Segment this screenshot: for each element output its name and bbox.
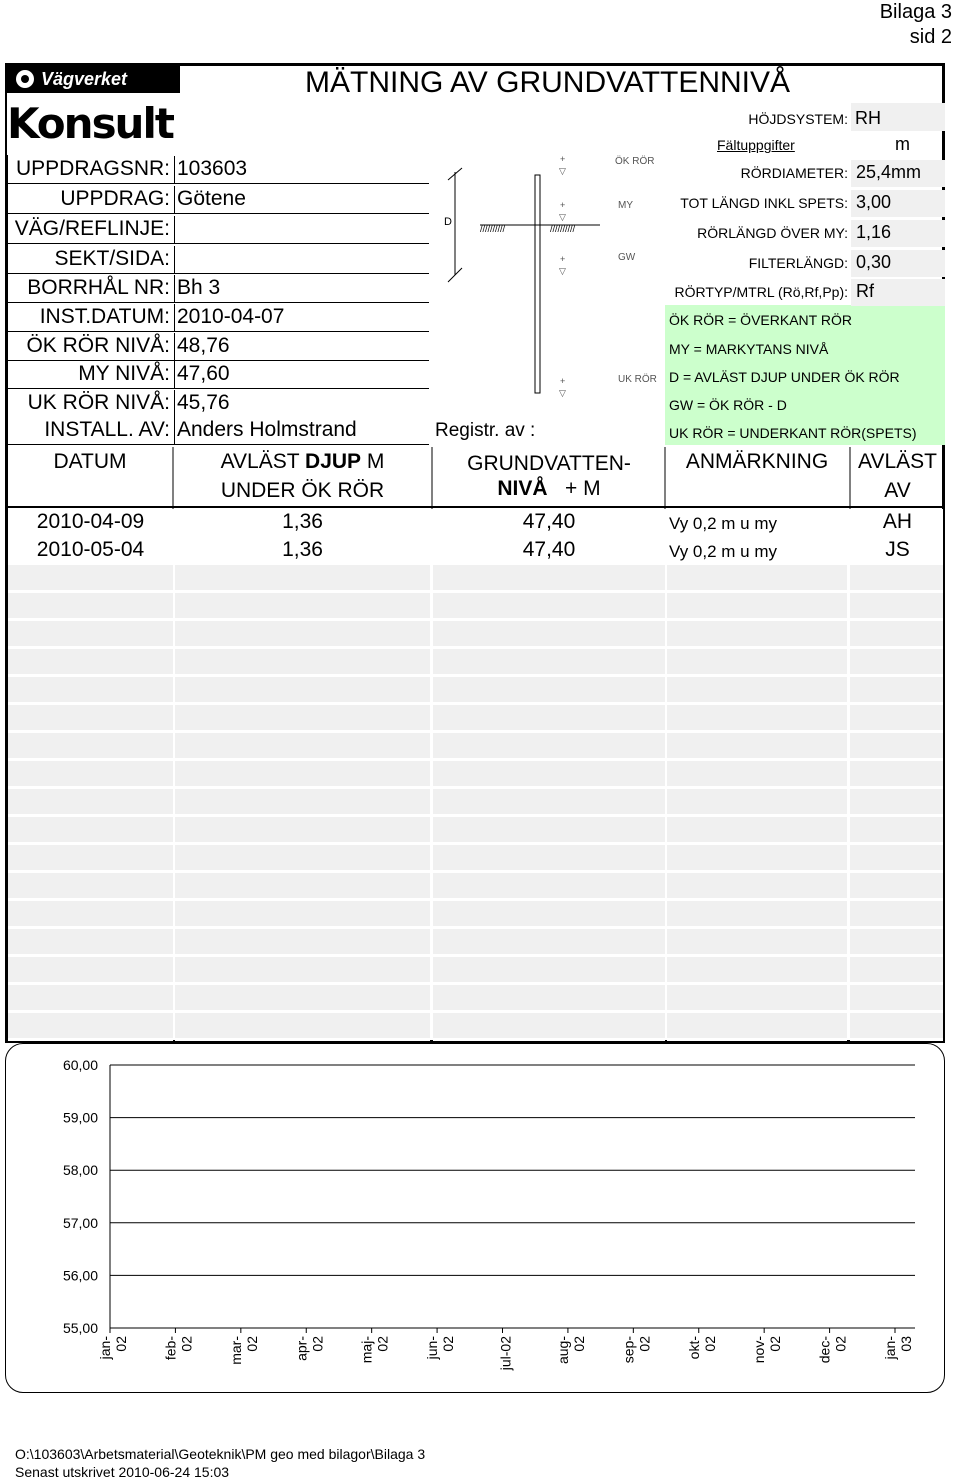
table-cell xyxy=(850,1013,943,1041)
table-cell xyxy=(175,957,430,985)
table-cell xyxy=(667,677,847,705)
info-value: 47,60 xyxy=(177,362,230,385)
hojdsystem-value: RH xyxy=(855,108,881,128)
table-cell xyxy=(433,1013,665,1041)
x-tick-label: jan-03 xyxy=(882,1336,914,1360)
cell-avlast-av: JS xyxy=(885,538,910,561)
table-cell xyxy=(667,705,847,733)
legend-line: GW = ÖK RÖR - D xyxy=(669,397,787,413)
table-cell xyxy=(667,761,847,789)
table-cell xyxy=(850,621,943,649)
col-header-av-1: AVLÄST xyxy=(858,450,937,473)
table-cell xyxy=(433,593,665,621)
info-label: UK RÖR NIVÅ: xyxy=(27,391,170,414)
water-level-chart xyxy=(0,1043,960,1393)
table-cell xyxy=(8,789,173,817)
table-cell xyxy=(8,761,173,789)
table-cell xyxy=(850,705,943,733)
table-cell xyxy=(175,621,430,649)
table-cell xyxy=(175,705,430,733)
cell-datum: 2010-04-09 xyxy=(36,510,145,533)
diagram-my: MY xyxy=(618,200,633,211)
table-cell xyxy=(175,929,430,957)
svg-text:▽: ▽ xyxy=(559,166,566,176)
col-header-djup-2: UNDER ÖK RÖR xyxy=(220,479,385,502)
table-cell xyxy=(667,565,847,593)
info-value: 48,76 xyxy=(177,334,230,357)
table-cell xyxy=(667,1013,847,1041)
svg-text:+: + xyxy=(560,376,566,386)
table-cell xyxy=(8,705,173,733)
info-value-box xyxy=(174,216,429,244)
table-cell xyxy=(175,817,430,845)
right-field-label: TOT LÄNGD INKL SPETS: xyxy=(680,195,848,211)
legend-line: UK RÖR = UNDERKANT RÖR(SPETS) xyxy=(669,425,917,441)
table-cell xyxy=(667,985,847,1013)
table-cell xyxy=(433,901,665,929)
svg-text:▽: ▽ xyxy=(559,212,566,222)
table-cell xyxy=(8,845,173,873)
table-cell xyxy=(433,985,665,1013)
x-tick-label: maj-02 xyxy=(358,1336,391,1364)
table-cell xyxy=(667,593,847,621)
info-label: UPPDRAGSNR: xyxy=(15,157,170,180)
hojdsystem-label: HÖJDSYSTEM: xyxy=(748,111,848,127)
table-cell xyxy=(433,565,665,593)
x-tick-label: aug-02 xyxy=(554,1336,587,1365)
x-tick-label: mar-02 xyxy=(227,1336,260,1365)
x-tick-label: nov-02 xyxy=(751,1336,784,1364)
header-dividers xyxy=(8,447,944,509)
table-cell xyxy=(8,565,173,593)
y-tick-label: 57,00 xyxy=(62,1214,98,1231)
right-field-label: RÖRDIAMETER: xyxy=(740,165,848,181)
cell-djup: 1,36 xyxy=(282,510,323,533)
table-cell xyxy=(8,1013,173,1041)
y-tick-label: 60,00 xyxy=(62,1057,98,1073)
table-cell xyxy=(8,733,173,761)
table-cell xyxy=(433,677,665,705)
x-tick-label: jun-02 xyxy=(424,1336,457,1360)
table-cell xyxy=(8,873,173,901)
table-cell xyxy=(433,957,665,985)
legend-line: D = AVLÄST DJUP UNDER ÖK RÖR xyxy=(669,369,900,385)
legend-line: ÖK RÖR = ÖVERKANT RÖR xyxy=(669,312,852,328)
table-cell xyxy=(175,1013,430,1041)
page-reference xyxy=(880,0,952,50)
info-label: MY NIVÅ: xyxy=(78,362,170,385)
info-label: BORRHÅL NR: xyxy=(27,276,170,299)
right-field-label: RÖRLÄNGD ÖVER MY: xyxy=(697,225,848,241)
table-cell xyxy=(667,929,847,957)
unit-label: m xyxy=(895,134,910,154)
info-value: 103603 xyxy=(177,157,248,180)
table-cell xyxy=(850,929,943,957)
table-cell xyxy=(850,733,943,761)
info-value-box xyxy=(174,246,429,274)
x-tick-label: jul-02 xyxy=(497,1336,514,1371)
info-value: Bh 3 xyxy=(177,276,221,299)
table-cell xyxy=(175,649,430,677)
table-cell xyxy=(433,705,665,733)
col-header-datum: DATUM xyxy=(53,450,127,473)
right-field-value: 3,00 xyxy=(856,192,892,212)
right-field-label: RÖRTYP/MTRL (Rö,Rf,Pp): xyxy=(674,284,848,300)
cell-djup: 1,36 xyxy=(282,538,323,561)
info-label: VÄG/REFLINJE: xyxy=(14,217,170,240)
table-cell xyxy=(433,789,665,817)
col-header-anm: ANMÄRKNING xyxy=(685,450,829,473)
table-cell xyxy=(850,761,943,789)
table-cell xyxy=(850,985,943,1013)
table-cell xyxy=(433,761,665,789)
svg-text://////////: ////////// xyxy=(550,224,576,234)
cell-anmarkning: Vy 0,2 m u my xyxy=(669,542,778,561)
faltuppgifter-label: Fältuppgifter xyxy=(717,137,795,153)
cell-anmarkning: Vy 0,2 m u my xyxy=(669,514,778,533)
table-cell xyxy=(8,985,173,1013)
table-cell xyxy=(8,957,173,985)
x-tick-label: apr-02 xyxy=(293,1336,326,1361)
info-label: INSTALL. AV: xyxy=(44,418,170,441)
cell-niva: 47,40 xyxy=(522,510,576,533)
table-cell xyxy=(175,985,430,1013)
table-cell xyxy=(8,677,173,705)
table-cell xyxy=(433,621,665,649)
x-tick-label: dec-02 xyxy=(816,1336,849,1364)
svg-text:▽: ▽ xyxy=(559,388,566,398)
right-field-value: 0,30 xyxy=(856,252,892,272)
right-field-value: 25,4mm xyxy=(856,162,922,182)
table-cell xyxy=(433,929,665,957)
table-cell xyxy=(667,649,847,677)
right-field-value: 1,16 xyxy=(856,222,892,242)
table-cell xyxy=(175,901,430,929)
info-label: UPPDRAG: xyxy=(60,187,170,210)
table-cell xyxy=(175,733,430,761)
pipe-diagram xyxy=(440,150,665,400)
table-cell xyxy=(175,873,430,901)
table-cell xyxy=(8,817,173,845)
x-tick-label: jan-02 xyxy=(97,1336,129,1360)
bilaga-label: Bilaga 3 xyxy=(879,1,952,23)
col-header-av-2: AV xyxy=(884,479,911,502)
table-cell xyxy=(8,901,173,929)
table-cell xyxy=(175,593,430,621)
right-field-label: FILTERLÄNGD: xyxy=(748,255,848,271)
table-cell xyxy=(667,621,847,649)
table-cell xyxy=(175,565,430,593)
table-cell xyxy=(850,873,943,901)
x-tick-label: okt-02 xyxy=(685,1336,718,1360)
table-cell xyxy=(850,649,943,677)
sid-label: sid 2 xyxy=(909,26,952,48)
diagram-ok-ror: ÖK RÖR xyxy=(615,156,655,167)
diagram-uk-ror: UK RÖR xyxy=(618,374,657,385)
info-label: SEKT/SIDA: xyxy=(54,247,170,270)
table-cell xyxy=(433,649,665,677)
col-header-gv-2: NIVÅ + M xyxy=(497,477,601,500)
info-value: Anders Holmstrand xyxy=(177,418,357,441)
y-tick-label: 56,00 xyxy=(62,1267,98,1284)
right-field-value: Rf xyxy=(856,281,874,301)
table-cell xyxy=(667,817,847,845)
table-cell xyxy=(850,957,943,985)
table-cell xyxy=(175,677,430,705)
table-cell xyxy=(175,845,430,873)
x-tick-label: sep-02 xyxy=(620,1336,653,1364)
table-cell xyxy=(850,901,943,929)
footer-printed: Senast utskrivet 2010-06-24 15:03 xyxy=(15,1464,230,1480)
x-tick-label: feb-02 xyxy=(162,1336,195,1361)
info-label: ÖK RÖR NIVÅ: xyxy=(26,334,170,357)
vagverket-konsult-logo xyxy=(7,65,180,155)
table-cell xyxy=(667,873,847,901)
table-cell xyxy=(850,845,943,873)
table-cell xyxy=(433,733,665,761)
y-tick-label: 59,00 xyxy=(62,1109,98,1126)
svg-text:+: + xyxy=(560,154,566,164)
footer-path: O:\103603\Arbetsmaterial\Geoteknik\PM geo med bilagor\Bilaga 3 xyxy=(15,1446,426,1462)
cell-niva: 47,40 xyxy=(522,538,576,561)
y-tick-label: 55,00 xyxy=(62,1320,98,1336)
info-value: Götene xyxy=(177,187,246,210)
logo-top-band: Vägverket xyxy=(7,65,180,93)
svg-text:+: + xyxy=(560,254,566,264)
table-cell xyxy=(667,733,847,761)
page-title: MÄTNING AV GRUNDVATTENNIVÅ xyxy=(305,66,791,99)
crown-icon xyxy=(13,68,37,90)
logo-bottom-text: Konsult xyxy=(7,99,173,148)
table-cell xyxy=(850,677,943,705)
col-header-gv-1: GRUNDVATTEN- xyxy=(467,452,631,475)
table-cell xyxy=(8,649,173,677)
table-cell xyxy=(175,761,430,789)
table-cell xyxy=(850,565,943,593)
info-value: 45,76 xyxy=(177,391,230,414)
table-cell xyxy=(850,817,943,845)
info-label: INST.DATUM: xyxy=(39,305,170,328)
table-cell xyxy=(433,817,665,845)
y-tick-label: 58,00 xyxy=(62,1162,98,1179)
registr-label: Registr. av : xyxy=(435,420,536,441)
table-cell xyxy=(850,593,943,621)
table-cell xyxy=(433,873,665,901)
table-cell xyxy=(850,789,943,817)
svg-text://////////: ////////// xyxy=(480,224,506,234)
svg-text:▽: ▽ xyxy=(559,266,566,276)
table-cell xyxy=(667,845,847,873)
diagram-gw: GW xyxy=(618,252,636,263)
table-cell xyxy=(667,789,847,817)
table-cell xyxy=(433,845,665,873)
table-cell xyxy=(175,789,430,817)
table-cell xyxy=(667,957,847,985)
table-cell xyxy=(8,593,173,621)
svg-text:+: + xyxy=(560,200,566,210)
table-cell xyxy=(8,929,173,957)
info-value: 2010-04-07 xyxy=(177,305,285,328)
legend-line: MY = MARKYTANS NIVÅ xyxy=(669,341,829,357)
table-cell xyxy=(8,621,173,649)
diagram-d: D xyxy=(444,216,452,228)
table-cell xyxy=(667,901,847,929)
cell-avlast-av: AH xyxy=(882,510,913,533)
col-header-djup-1: AVLÄST DJUP M xyxy=(220,450,385,473)
cell-datum: 2010-05-04 xyxy=(36,538,145,561)
